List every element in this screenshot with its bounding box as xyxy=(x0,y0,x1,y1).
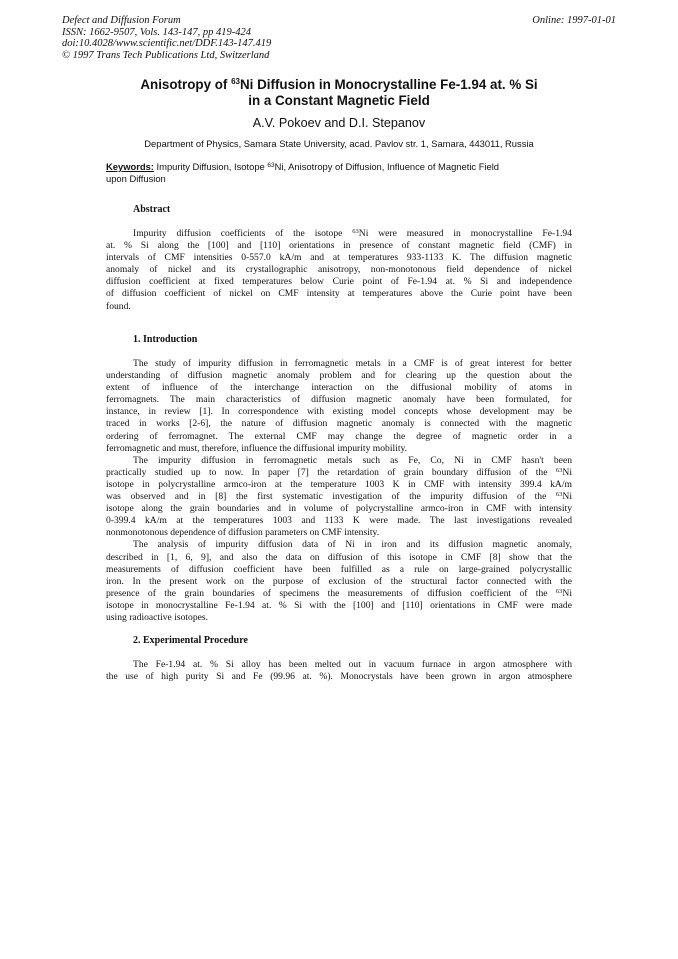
text-line: diffusion coefficient at fixed temperatures below Curie point of Fe-1.94 at. % Si and independence xyxy=(106,276,572,288)
experimental-heading: 2. Experimental Procedure xyxy=(133,635,248,646)
text-line: understanding of diffusion magnetic anomaly problem and for clearing up the question about the xyxy=(106,370,572,382)
text-line: The Fe-1.94 at. % Si alloy has been melted out in vacuum furnace in argon atmosphere with xyxy=(133,659,572,670)
online-date: Online: 1997-01-01 xyxy=(532,15,616,26)
text-line: The impurity diffusion in ferromagnetic metals such as Fe, Co, Ni in CMF hasn't been xyxy=(133,454,572,466)
doi-line: doi:10.4028/www.scientific.net/DDF.143-147.419 xyxy=(62,38,272,49)
text-line: found. xyxy=(106,300,131,312)
text-line: iron. In the present work on the purpose of exclusion of the structural factor connected with the xyxy=(106,575,572,587)
journal-name: Defect and Diffusion Forum xyxy=(62,15,181,26)
text-line: at. % Si along the [100] and [110] orientations in presence of constant magnetic field (CMF) in xyxy=(106,240,572,252)
text-line: measurements of diffusion coefficient have been fulfilled as a rule on large-grained polycrystallic xyxy=(106,563,572,575)
text-line: ferromagnets. The main characteristics of diffusion magnetic anomaly have been formulated, for xyxy=(106,394,572,406)
affiliation: Department of Physics, Samara State University, acad. Pavlov str. 1, Samara, 443011, Russia xyxy=(144,138,534,149)
introduction-heading: 1. Introduction xyxy=(133,334,198,345)
text-line: was observed and in [8] the first systematic investigation of the impurity diffusion of the $^{63}$Ni xyxy=(106,491,572,503)
text-line: the use of high purity Si and Fe (99.96 at. %). Monocrystals have been grown in argon atmosphere xyxy=(106,671,572,683)
keywords-line-1: Keywords: Impurity Diffusion, Isotope $^{63}$Ni, Anisotropy of Diffusion, Influence of Magnetic Field xyxy=(106,161,500,172)
text-line: The analysis of impurity diffusion data of Ni in iron and its diffusion magnetic anomaly, xyxy=(133,539,572,551)
text-line: practically studied up to now. In paper [7] the retardation of grain boundary diffusion of the $^{63}$Ni xyxy=(106,466,572,478)
copyright-line: © 1997 Trans Tech Publications Ltd, Switzerland xyxy=(62,49,270,61)
text-line: extent of influence of the interchange interaction on the diffusional mobility of atoms in xyxy=(106,382,572,394)
title-line-1: Anisotropy of $^{63}$Ni Diffusion in Monocrystalline Fe-1.94 at. % Si xyxy=(140,77,538,92)
text-line: presence of the grain boundaries of specimens the measurements of diffusion coefficient of the $^{63}$Ni xyxy=(106,587,572,599)
text-line: Impurity diffusion coefficients of the isotope $^{63}$Ni were measured in monocrystalline Fe-1.94 xyxy=(133,228,572,239)
keywords-line-2: upon Diffusion xyxy=(106,172,166,184)
text-line: ordering of ferromagnet. The external CMF may change the degree of magnetic order in a xyxy=(106,430,572,442)
text-line: of diffusion coefficient of nickel on CMF intensity at temperatures above the Curie point have been xyxy=(106,288,572,300)
text-line: traced in works [2-6], the nature of diffusion magnetic anomaly is connected with the magnetic xyxy=(106,418,572,430)
text-line: anomaly of nickel and its crystallographic anisotropy, non-monotonous field dependence of nickel xyxy=(106,264,572,276)
text-line: 0-399.4 kA/m at the temperatures 1003 and 1133 K were made. The last investigations revealed xyxy=(106,515,572,527)
abstract-heading: Abstract xyxy=(133,204,171,215)
abstract-body xyxy=(106,228,572,313)
title-line-2: in a Constant Magnetic Field xyxy=(248,92,430,108)
text-line: isotope in monocrystalline Fe-1.94 at. % Si with the [100] and [110] orientations in CMF were made xyxy=(106,599,572,611)
text-line: The study of impurity diffusion in ferromagnetic metals in a CMF is of great interest for better xyxy=(133,358,572,369)
text-line: nonmonotonous dependence of diffusion parameters on CMF intensity. xyxy=(106,527,380,539)
paper-title xyxy=(90,77,588,108)
text-line: described in [1, 6, 9], and also the data on diffusion of this isotope in CMF [8] show that the xyxy=(106,551,572,563)
keywords xyxy=(106,161,572,184)
issn-line: ISSN: 1662-9507, Vols. 143-147, pp 419-424 xyxy=(62,26,251,38)
title-isotope-mass: 63 xyxy=(231,77,241,86)
text-line: isotope in polycrystalline armco-iron at the temperature 1003 K in CMF with intensity 399.4 kA/m xyxy=(106,478,572,490)
introduction-body xyxy=(106,358,572,624)
authors: A.V. Pokoev and D.I. Stepanov xyxy=(252,116,426,130)
text-line: isotope along the grain boundaries and in volume of polycrystalline armco-iron in CMF with intensity xyxy=(106,503,572,515)
text-line: intervals of CMF intensities 0-557.0 kA/m and at temperatures 933-1133 K. The diffusion magnetic xyxy=(106,252,572,264)
text-line: instance, in review [1]. In correspondence with existing model concepts whose development may be xyxy=(106,406,572,418)
experimental-body xyxy=(106,659,572,683)
text-line: using radioactive isotopes. xyxy=(106,611,209,623)
text-line: ferromagnetic and must, therefore, influence the diffusional impurity mobility. xyxy=(106,442,408,454)
keywords-label: Keywords: xyxy=(106,161,154,172)
journal-header xyxy=(62,15,271,61)
